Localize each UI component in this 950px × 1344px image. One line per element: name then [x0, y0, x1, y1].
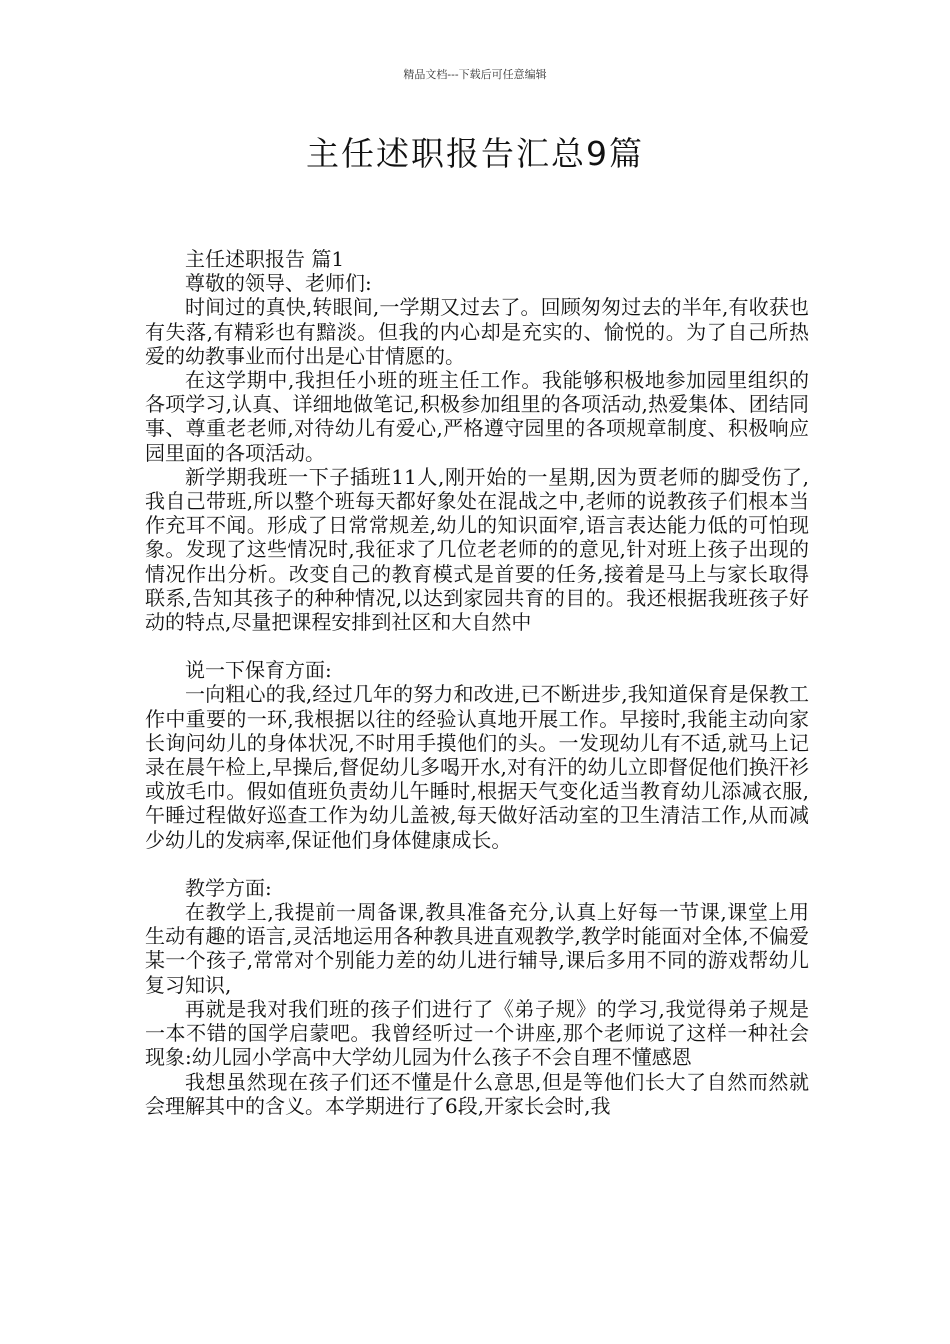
- section-heading-teaching: 教学方面:: [185, 875, 272, 900]
- document-body: [145, 247, 809, 1118]
- paragraph-gap: [145, 634, 809, 658]
- body-paragraph: 在这学期中,我担任小班的班主任工作。我能够积极地参加园里组织的各项学习,认真、详细地做笔记,积极参加组里的各项活动,热爱集体、团结同事、尊重老老师,对待幼儿有爱心,严格遵守园里的各项规章制度、积极响应园里面的各项活动。: [145, 368, 809, 465]
- document-title: 主任述职报告汇总9篇: [306, 134, 644, 173]
- section-heading-care: 说一下保育方面:: [185, 658, 332, 683]
- body-paragraph: 时间过的真快,转眼间,一学期又过去了。回顾匆匆过去的半年,有收获也有失落,有精彩也有黯淡。但我的内心却是充实的、愉悦的。为了自己所热爱的幼教事业而付出是心甘情愿的。: [145, 295, 809, 368]
- body-paragraph: 新学期我班一下子插班11人,刚开始的一星期,因为贾老师的脚受伤了,我自己带班,所以整个班每天都好象处在混战之中,老师的说教孩子们根本当作充耳不闻。形成了日常常规差,幼儿的知识面窄,语言表达能力低的可怕现象。发现了这些情况时,我征求了几位老老师的的意见,针对班上孩子出现的情况作出分析。改变自己的教育模式是首要的任务,接着是马上与家长取得联系,告知其孩子的种种情况,以达到家园共育的目的。我还根据我班孩子好动的特点,尽量把课程安排到社区和大自然中: [145, 464, 809, 635]
- paragraph-gap: [145, 852, 809, 876]
- body-paragraph: 再就是我对我们班的孩子们进行了《弟子规》的学习,我觉得弟子规是一本不错的国学启蒙吧。我曾经听过一个讲座,那个老师说了这样一种社会现象:幼儿园小学高中大学幼儿园为什么孩子不会自理不懂感恩: [145, 996, 809, 1070]
- section-heading-1: 主任述职报告 篇1: [185, 247, 345, 271]
- body-paragraph: 我想虽然现在孩子们还不懂是什么意思,但是等他们长大了自然而然就会理解其中的含义。本学期进行了6段,开家长会时,我: [145, 1069, 809, 1118]
- body-paragraph: 一向粗心的我,经过几年的努力和改进,已不断进步,我知道保育是保教工作中重要的一环,我根据以往的经验认真地开展工作。早接时,我能主动向家长询问幼儿的身体状况,不时用手摸他们的头。一发现幼儿有不适,就马上记录在晨午检上,早操后,督促幼儿多喝开水,对有汗的幼儿立即督促他们换汗衫或放毛巾。假如值班负责幼儿午睡时,根据天气变化适当教育幼儿添减衣服,午睡过程做好巡查工作为幼儿盖被,每天做好活动室的卫生清洁工作,从而减少幼儿的发病率,保证他们身体健康成长。: [145, 682, 809, 852]
- header-note: 精品文档---下载后可任意编辑: [403, 68, 547, 81]
- salutation: 尊敬的领导、老师们:: [185, 271, 372, 296]
- body-paragraph: 在教学上,我提前一周备课,教具准备充分,认真上好每一节课,课堂上用生动有趣的语言,灵活地运用各种教具进直观教学,教学时能面对全体,不偏爱某一个孩子,常常对个别能力差的幼儿进行辅导,课后多用不同的游戏帮幼儿复习知识,: [145, 900, 809, 997]
